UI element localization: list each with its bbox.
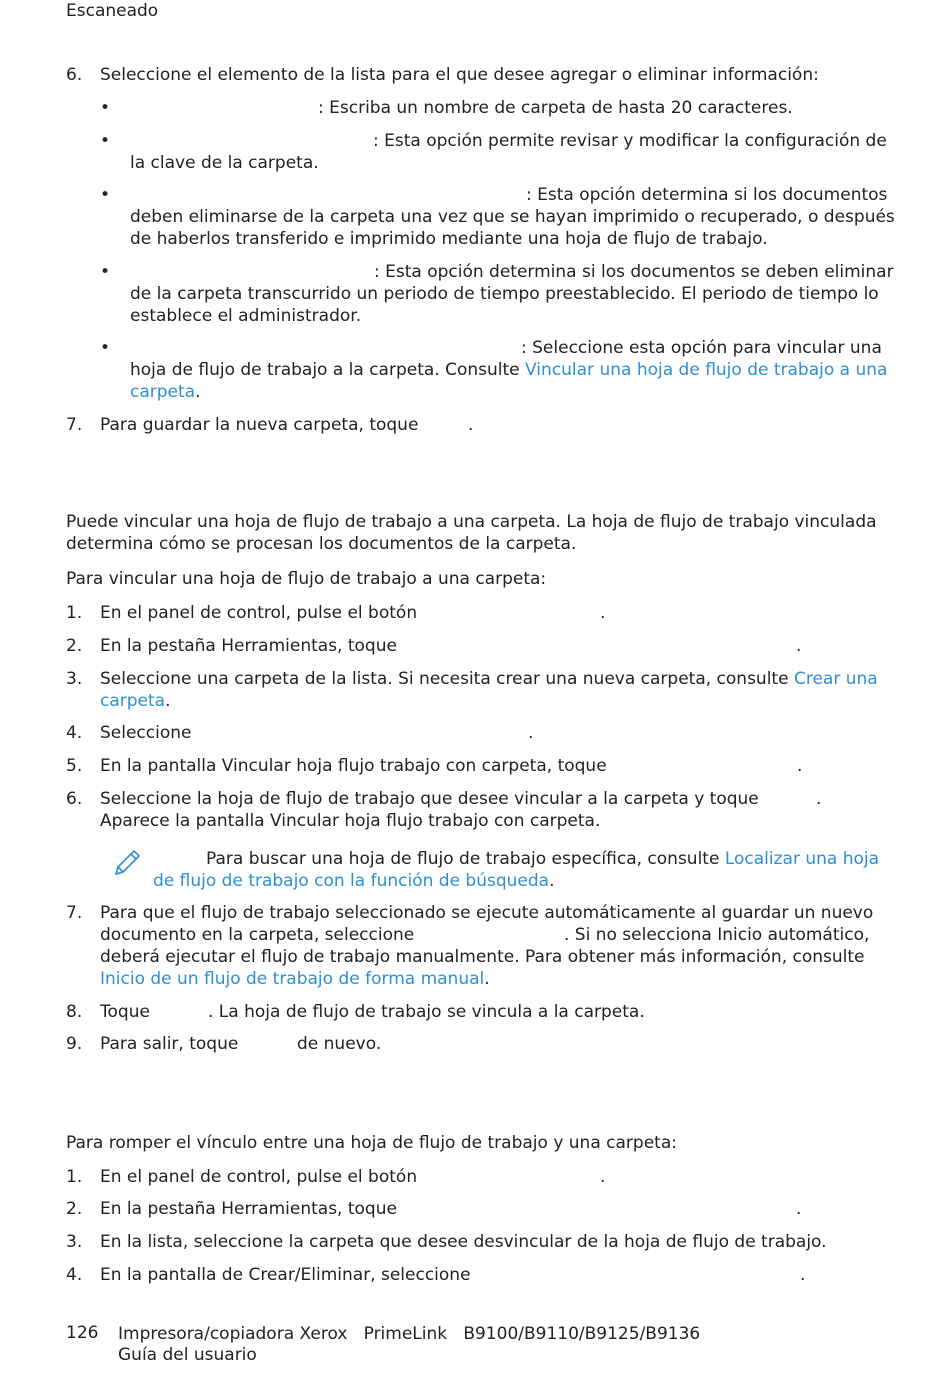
step-number: 8. [66, 1002, 83, 1022]
step-text: En la lista, seleccione la carpeta que desee desvincular de la hoja de flujo de trabajo. [100, 1232, 827, 1252]
step-number: 4. [66, 723, 83, 743]
link-vincular-hoja-cont[interactable]: carpeta [130, 382, 196, 402]
step-text: En el panel de control, pulse el botón [100, 1167, 418, 1187]
step-text: En la pestaña Herramientas, toque [100, 1199, 397, 1219]
punctuation: . [528, 723, 534, 743]
bullet-text: : Esta opción determina si los documentos se deben eliminar [374, 262, 894, 282]
step-text-line [100, 690, 171, 712]
step-text: Seleccione una carpeta de la lista. Si necesita crear una nueva carpeta, consulte [100, 669, 794, 689]
step-text: . Si no selecciona Inicio automático, [564, 925, 870, 945]
page-number: 126 [66, 1323, 99, 1343]
step-number: 1. [66, 603, 83, 623]
footer-guide: Guía del usuario [118, 1345, 257, 1365]
step-number: 1. [66, 1167, 83, 1187]
running-header: Escaneado [66, 1, 159, 21]
bullet-text: : Esta opción determina si los documentos [526, 185, 888, 205]
step-text: Para salir, toque [100, 1034, 239, 1054]
step-text: Aparece la pantalla Vincular hoja flujo trabajo con carpeta. [100, 811, 601, 831]
punctuation: . [549, 871, 555, 891]
punctuation: . [797, 756, 803, 776]
step-number: 2. [66, 1199, 83, 1219]
bullet-text: de la carpeta transcurrido un periodo de tiempo preestablecido. El periodo de tiempo lo [130, 284, 879, 304]
step-number: 4. [66, 1265, 83, 1285]
bullet-mark: • [100, 131, 111, 151]
bullet-text: hoja de flujo de trabajo a la carpeta. Consulte [130, 360, 526, 380]
step-text-line [100, 668, 878, 690]
punctuation: . [600, 603, 606, 623]
bullet-text: : Esta opción permite revisar y modificar la configuración de [373, 131, 887, 151]
step-number: 3. [66, 1232, 83, 1252]
punctuation: . [165, 691, 171, 711]
bullet-text-line [130, 359, 887, 381]
step-number: 6. [66, 65, 83, 85]
punctuation: . [484, 969, 490, 989]
link-localizar-hoja-cont[interactable]: de flujo de trabajo con la función de búsqueda [153, 871, 550, 891]
punctuation: . [796, 1199, 802, 1219]
step-text-line [100, 968, 490, 990]
pencil-icon [112, 848, 142, 878]
punctuation: . [796, 636, 802, 656]
step-number: 9. [66, 1034, 83, 1054]
step-text: En el panel de control, pulse el botón [100, 603, 418, 623]
bullet-mark: • [100, 262, 111, 282]
link-inicio-manual[interactable]: Inicio de un flujo de trabajo de forma manual [100, 969, 485, 989]
link-crear-carpeta-cont[interactable]: carpeta [100, 691, 166, 711]
link-vincular-hoja[interactable]: Vincular una hoja de flujo de trabajo a una [525, 360, 888, 380]
step-text: En la pestaña Herramientas, toque [100, 636, 397, 656]
note-text: Para buscar una hoja de flujo de trabajo específica, consulte [206, 849, 725, 869]
step-text: Seleccione [100, 723, 192, 743]
step-number: 5. [66, 756, 83, 776]
punctuation: . [195, 382, 201, 402]
bullet-mark: • [100, 98, 111, 118]
bullet-text: la clave de la carpeta. [130, 153, 319, 173]
bullet-mark: • [100, 338, 111, 358]
step-text: Seleccione el elemento de la lista para el que desee agregar o eliminar información: [100, 65, 819, 85]
note-line [206, 848, 879, 870]
punctuation: . [600, 1167, 606, 1187]
step-text: deberá ejecutar el flujo de trabajo manualmente. Para obtener más información, consulte [100, 947, 865, 967]
step-number: 3. [66, 669, 83, 689]
step-number: 2. [66, 636, 83, 656]
note-line [153, 870, 555, 892]
bullet-text: de haberlos transferido e imprimido mediante una hoja de flujo de trabajo. [130, 229, 768, 249]
footer-product: Impresora/copiadora Xerox PrimeLink B9100/B9110/B9125/B9136 [118, 1324, 701, 1344]
link-crear-carpeta[interactable]: Crear una [793, 669, 878, 689]
step-text: Seleccione la hoja de flujo de trabajo que desee vincular a la carpeta y toque [100, 789, 759, 809]
punctuation: . [468, 415, 474, 435]
paragraph-lead: Para romper el vínculo entre una hoja de flujo de trabajo y una carpeta: [66, 1133, 677, 1153]
bullet-mark: • [100, 185, 111, 205]
step-number: 7. [66, 903, 83, 923]
step-text: Para que el flujo de trabajo seleccionado se ejecute automáticamente al guardar un nuevo [100, 903, 874, 923]
step-text: Toque [100, 1002, 150, 1022]
step-text: En la pantalla Vincular hoja flujo trabajo con carpeta, toque [100, 756, 607, 776]
step-text: documento en la carpeta, seleccione [100, 925, 415, 945]
paragraph-lead: Para vincular una hoja de flujo de trabajo a una carpeta: [66, 569, 547, 589]
step-number: 6. [66, 789, 83, 809]
bullet-text: : Seleccione esta opción para vincular una [521, 338, 882, 358]
paragraph-text: determina cómo se procesan los documentos de la carpeta. [66, 534, 577, 554]
bullet-text: deben eliminarse de la carpeta una vez que se hayan imprimido o recuperado, o después [130, 207, 895, 227]
bullet-text-line [130, 381, 201, 403]
link-localizar-hoja[interactable]: Localizar una hoja [724, 849, 880, 869]
punctuation: . [816, 789, 822, 809]
bullet-text: : Escriba un nombre de carpeta de hasta 20 caracteres. [318, 98, 793, 118]
step-text: Para guardar la nueva carpeta, toque [100, 415, 419, 435]
paragraph-text: Puede vincular una hoja de flujo de trabajo a una carpeta. La hoja de flujo de trabajo vinculada [66, 512, 877, 532]
bullet-text: establece el administrador. [130, 306, 362, 326]
step-text: En la pantalla de Crear/Eliminar, seleccione [100, 1265, 471, 1285]
punctuation: . [800, 1265, 806, 1285]
step-text: . La hoja de flujo de trabajo se vincula a la carpeta. [208, 1002, 645, 1022]
step-number: 7. [66, 415, 83, 435]
step-text: de nuevo. [297, 1034, 382, 1054]
